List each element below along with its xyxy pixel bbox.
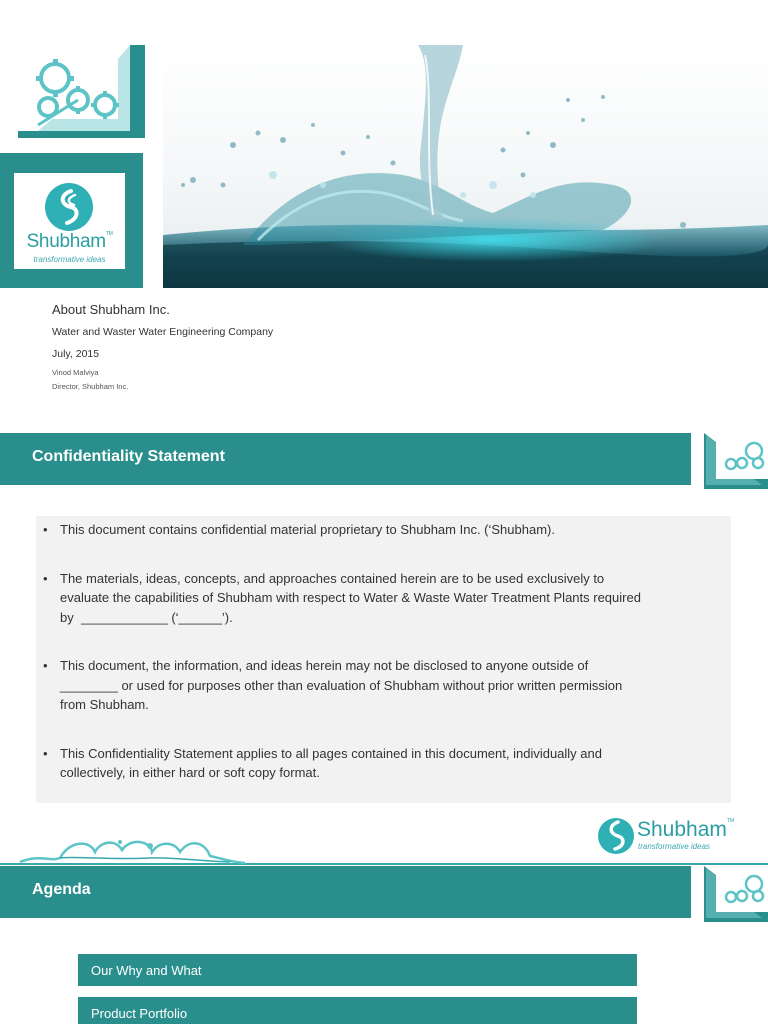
cover-title: About Shubham Inc. xyxy=(52,302,170,317)
brand-logo xyxy=(14,173,125,269)
logo-swirl-icon xyxy=(596,816,636,856)
confidentiality-content-box xyxy=(36,516,731,803)
water-splash-image xyxy=(163,45,768,288)
logo-name: Shubham™ xyxy=(26,231,113,252)
agenda-title: Agenda xyxy=(32,881,91,898)
agenda-item-label: Our Why and What xyxy=(91,963,202,978)
cover-date: July, 2015 xyxy=(52,348,100,360)
footer-logo-tagline: transformative ideas xyxy=(638,842,711,851)
logo-swirl-icon xyxy=(45,183,93,231)
confidentiality-title: Confidentiality Statement xyxy=(32,448,225,465)
cover-subtitle: Water and Waster Water Engineering Company xyxy=(52,326,274,338)
confidentiality-bullet-list xyxy=(36,516,731,783)
gears-corner-icon xyxy=(704,866,768,922)
bullet-item: • This Confidentiality Statement applies to all pages contained in this document, individually and collectively, in either hard or soft copy format. xyxy=(60,744,717,783)
logo-tagline: transformative ideas xyxy=(33,255,106,264)
confidentiality-header-band xyxy=(0,433,691,485)
bullet-item: • This document, the information, and ideas herein may not be disclosed to anyone outside of ________ or used for purposes other than evaluation of Shubham without prior written permission from Shubham. xyxy=(60,656,717,715)
footer-brand-logo xyxy=(596,812,736,856)
cover-author: Vinod Malviya xyxy=(52,368,99,377)
agenda-header-band xyxy=(0,866,691,918)
footer-logo-name: Shubham™ xyxy=(637,818,735,841)
gears-corner-graphic xyxy=(18,45,145,138)
logo-panel xyxy=(0,153,143,288)
agenda-item-our-why-and-what[interactable] xyxy=(78,954,637,986)
bullet-item: • This document contains confidential material proprietary to Shubham Inc. (‘Shubham). xyxy=(60,520,717,540)
agenda-item-label: Product Portfolio xyxy=(91,1006,188,1021)
gears-corner-icon xyxy=(704,433,768,489)
agenda-item-product-portfolio[interactable] xyxy=(78,997,637,1024)
bullet-item: • The materials, ideas, concepts, and approaches contained herein are to be used exclusively to evaluate the capabilities of Shubham with respect to Water & Waste Water Treatment Plants required by ____________ (‘______’). xyxy=(60,569,717,628)
cover-author-role: Director, Shubham Inc. xyxy=(52,382,129,391)
